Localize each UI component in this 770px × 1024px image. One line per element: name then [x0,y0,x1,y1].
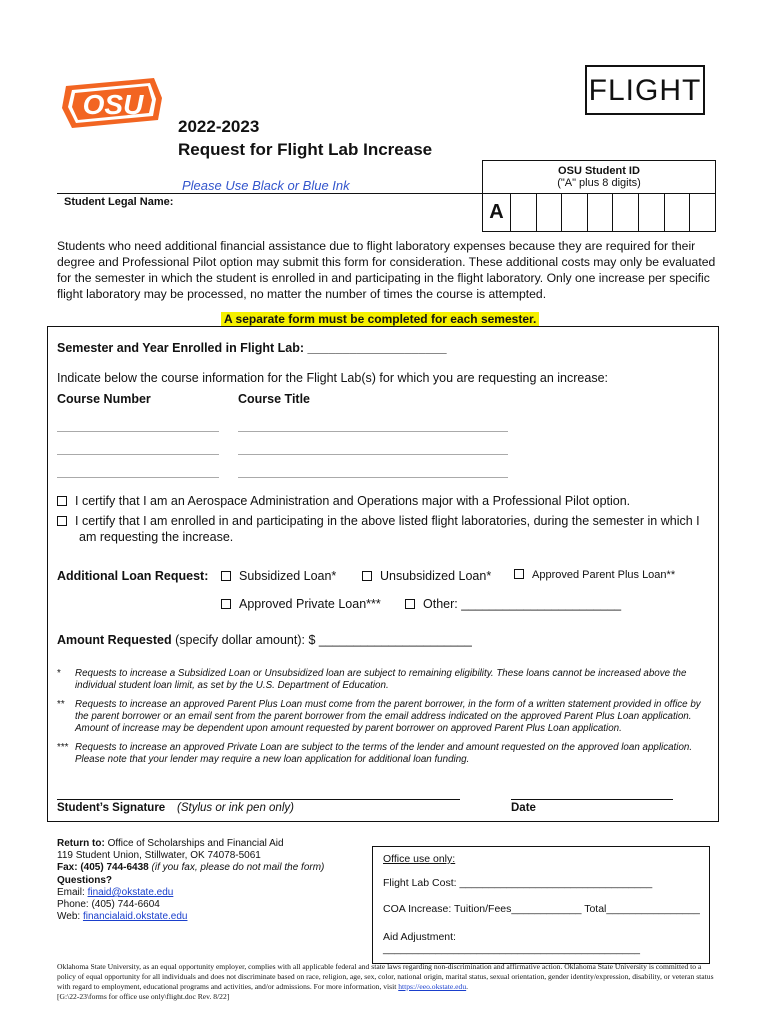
date-line[interactable] [511,799,673,800]
note-mark: ** [57,699,65,710]
certify-enrolled-text: I certify that I am enrolled in and participating in the above listed flight laboratories, during the semester in which I am requesting the increase. [75,514,700,544]
private-loan-label: Approved Private Loan*** [239,597,381,611]
course-number-field[interactable] [57,477,219,478]
fax-hint: (if you fax, please do not mail the form) [151,862,325,874]
parent-plus-loan-option[interactable] [514,569,675,581]
certify-major-text: I certify that I am an Aerospace Administration and Operations major with a Professional Pilot option. [75,494,631,508]
return-info [57,838,367,923]
return-office: Office of Scholarships and Financial Aid [107,838,284,849]
certify-major-checkbox[interactable] [57,496,67,506]
student-id-digit[interactable] [613,193,639,232]
coa-increase-field: COA Increase: Tuition/Fees____________ Total________________ [383,903,700,915]
eeo-footer [57,962,717,1002]
office-use-box [372,846,710,964]
amount-requested-field[interactable] [57,633,472,647]
loan-request-label: Additional Loan Request: [57,569,209,583]
student-id-digit[interactable] [639,193,665,232]
unsubsidized-loan-checkbox[interactable] [362,571,372,581]
certify-enrolled-item [57,513,712,545]
email-link[interactable]: finaid@okstate.edu [87,886,174,898]
student-id-prefix: A [483,193,511,232]
student-id-digit[interactable] [665,193,691,232]
parent-plus-loan-checkbox[interactable] [514,569,524,579]
legal-name-label: Student Legal Name: [64,196,174,208]
course-number-field[interactable] [57,431,219,432]
course-instructions: Indicate below the course information for the Flight Lab(s) for which you are requesting an increase: [57,371,608,385]
course-number-field[interactable] [57,454,219,455]
intro-paragraph: Students who need additional financial assistance due to flight laboratory expenses because they are required for their degree and Professional Pilot option may submit this form for consideration. These additional costs may only be evaluated for the semester in which the student is enrolled in and participating in the flight laboratory. Only one increase per specific flight laboratory may be processed, no matter the number of times the course is attempted. [57,239,716,301]
note-parent-plus [57,699,712,737]
student-id-header [483,161,715,194]
flight-lab-cost-field: Flight Lab Cost: _________________________________ [383,877,653,889]
logo-text: OSU [82,89,144,120]
student-id-hint: ("A" plus 8 digits) [557,177,641,189]
course-title-field[interactable] [238,431,508,432]
note-text: Requests to increase an approved Private Loan are subject to the terms of the lender and amount requested on the approved loan application. Please note that your lender may require a new loan application for additional loan funding. [75,742,693,765]
aid-adjustment-field: Aid Adjustment: ____________________________________________ [383,931,640,955]
student-id-digit[interactable] [588,193,614,232]
signature-line[interactable] [57,799,460,800]
osu-logo [58,72,168,134]
form-code-box: FLIGHT [585,65,705,115]
semester-field-label: Semester and Year Enrolled in Flight Lab: ____________________ [57,341,447,355]
email-label: Email: [57,886,85,898]
signature-hint: (Stylus or ink pen only) [177,802,294,814]
student-id-digit[interactable] [511,193,537,232]
note-mark: * [57,668,61,679]
other-loan-option[interactable] [405,597,621,611]
student-id-label: OSU Student ID [558,165,640,177]
separate-form-note: A separate form must be completed for each semester. [221,312,539,327]
web-label: Web: [57,911,81,923]
other-loan-label: Other: _______________________ [423,597,622,611]
form-year: 2022-2023 [178,117,260,136]
phone-number: Phone: (405) 744-6604 [57,899,160,911]
amount-requested-hint: (specify dollar amount): $ ______________________ [175,633,472,647]
eeo-link[interactable]: https://eeo.okstate.edu [398,982,467,991]
file-reference: [G:\22-23\forms for office use only\flight.doc Rev. 8/22] [57,992,230,1001]
course-title-field[interactable] [238,477,508,478]
note-text: Requests to increase a Subsidized Loan or Unsubsidized loan are subject to remaining eligibility. These loans cannot be increased above the individual student loan limit, as set by the U.S. Department of Education. [75,668,687,691]
student-id-digit[interactable] [690,193,716,232]
ink-note: Please Use Black or Blue Ink [182,178,350,193]
amount-requested-label: Amount Requested [57,633,172,647]
certify-enrolled-checkbox[interactable] [57,516,67,526]
note-text: Requests to increase an approved Parent Plus Loan must come from the parent borrower, in the form of a written statement provided in office by the parent borrower or an email sent from the parent borrower from the email address indicated on the approved Parent Plus Loan application. Amount of increase may be dependent upon amount requested by parent borrower on approved Parent Plus Loan application. [75,699,701,734]
course-title-header: Course Title [238,392,311,406]
private-loan-option[interactable] [221,597,381,611]
return-address: 119 Student Union, Stillwater, OK 74078-5061 [57,850,261,862]
course-number-header: Course Number [57,392,151,406]
parent-plus-loan-label: Approved Parent Plus Loan** [532,569,676,581]
note-private [57,742,712,768]
subsidized-loan-checkbox[interactable] [221,571,231,581]
questions-label: Questions? [57,874,113,886]
signature-label: Student’s Signature [57,802,166,814]
unsubsidized-loan-label: Unsubsidized Loan* [380,569,492,583]
student-id-digit[interactable] [537,193,563,232]
fax-number: Fax: (405) 744-6438 [57,862,149,874]
student-id-cells [483,193,715,232]
eeo-statement: Oklahoma State University, as an equal opportunity employer, complies with all applicable federal and state laws regarding non-discrimination and affirmative action. Oklahoma State University is committed to a policy of equal opportunity for all individuals and does not discriminate based on race, religion, age, sex, color, national origin, marital status, sexual orientation, gender identity/expression, disability, or veteran status with regard to employment, educational programs and activities, and/or admissions. For more information, visit [57,962,714,991]
date-label: Date [511,802,536,814]
certify-major-item [57,493,712,509]
subsidized-loan-option[interactable] [221,569,336,583]
form-title: Request for Flight Lab Increase [178,140,433,159]
unsubsidized-loan-option[interactable] [362,569,491,583]
course-title-field[interactable] [238,454,508,455]
return-label: Return to: [57,838,105,849]
note-mark: *** [57,742,69,753]
office-use-title: Office use only: [383,853,456,865]
eeo-end: . [466,982,469,991]
student-id-digit[interactable] [562,193,588,232]
name-field-border [57,193,483,194]
note-subsidized [57,668,712,694]
subsidized-loan-label: Subsidized Loan* [239,569,337,583]
student-id-box [482,160,716,232]
other-loan-checkbox[interactable] [405,599,415,609]
private-loan-checkbox[interactable] [221,599,231,609]
web-link[interactable]: financialaid.okstate.edu [82,911,188,923]
